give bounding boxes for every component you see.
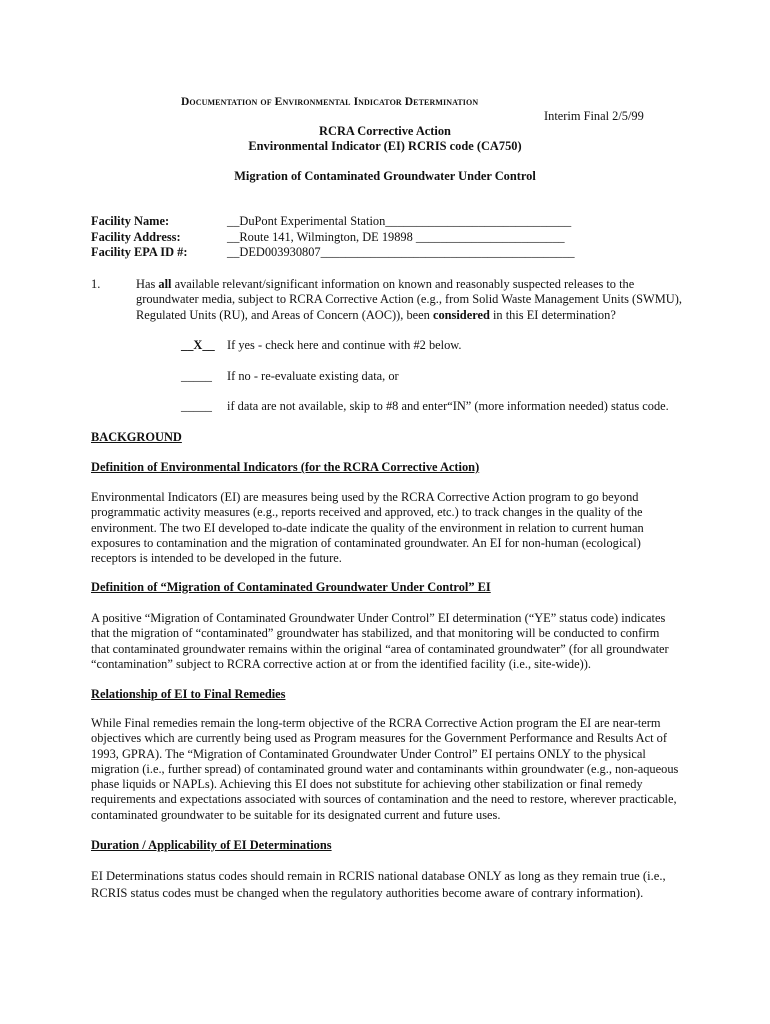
rcris-code-line: Environmental Indicator (EI) RCRIS code (CA750) — [248, 139, 522, 153]
facility-name-label: Facility Name: — [91, 214, 170, 228]
option-yes-mark: __X__ — [181, 338, 215, 352]
relationship-paragraph: While Final remedies remain the long-term objective of the RCRA Corrective Action program the EI are near-term objectives which are currently being used as Program measures for the Government Performance and Results Act of 1993, GPRA). The “Migration of Contaminated Groundwater Under Control” EI pertains ONLY to the physical migration (i.e., further spread) of contaminated ground water and contaminants within groundwater (e.g., non-aqueous phase liquids or NAPLs). Achieving this EI does not substitute for achieving other stabilization or final remedy requirements and expectations associated with sources of contamination and the need to restore, wherever practicable, contaminated groundwater to be suitable for its designated current and future uses. — [91, 716, 679, 822]
option-unavailable[interactable] — [181, 399, 669, 414]
program-title: RCRA Corrective Action — [319, 124, 451, 138]
subject-title: Migration of Contaminated Groundwater Under Control — [234, 169, 536, 183]
option-yes[interactable] — [181, 338, 462, 353]
document-title: Documentation of Environmental Indicator Determination — [181, 96, 479, 108]
facility-epa-label: Facility EPA ID #: — [91, 245, 188, 259]
option-unavailable-mark: _____ — [181, 399, 212, 413]
option-no-mark: _____ — [181, 369, 212, 383]
option-unavailable-text: if data are not available, skip to #8 and enter“IN” (more information needed) status code. — [227, 399, 669, 413]
relationship-heading: Relationship of EI to Final Remedies — [91, 687, 286, 701]
option-yes-text: If yes - check here and continue with #2 below. — [227, 338, 462, 352]
question-text: Has all available relevant/significant information on known and reasonably suspected releases to the groundwater media, subject to RCRA Corrective Action (e.g., from Solid Waste Management Units (SWMU), Regulated Units (RU), and Areas of Concern (AOC)), been considered in this EI determination? — [136, 277, 682, 322]
duration-heading: Duration / Applicability of EI Determinations — [91, 838, 332, 852]
facility-name-value: __DuPont Experimental Station______________________________ — [227, 214, 572, 228]
facility-epa-value: __DED003930807_________________________________________ — [227, 245, 575, 259]
interim-date: Interim Final 2/5/99 — [544, 109, 644, 123]
background-heading: BACKGROUND — [91, 430, 182, 444]
definition-migration-heading: Definition of “Migration of Contaminated Groundwater Under Control” EI — [91, 580, 491, 594]
option-no[interactable] — [181, 369, 399, 384]
duration-paragraph: EI Determinations status codes should remain in RCRIS national database ONLY as long as they remain true (i.e., RCRIS status codes must be changed when the regulatory authorities become aware of contrary information). — [91, 869, 666, 900]
facility-address-label: Facility Address: — [91, 230, 181, 244]
option-no-text: If no - re-evaluate existing data, or — [227, 369, 399, 383]
facility-address-value: __Route 141, Wilmington, DE 19898 ________________________ — [227, 230, 565, 244]
question-number: 1. — [91, 277, 101, 291]
definition-ei-paragraph: Environmental Indicators (EI) are measures being used by the RCRA Corrective Action program to go beyond programmatic activity measures (e.g., reports received and approved, etc.) to track changes in the quality of the environment. The two EI developed to-date indicate the quality of the environment in relation to current human exposures to contamination and the migration of contaminated groundwater. An EI for non-human (ecological) receptors is intended to be developed in the future. — [91, 490, 644, 566]
definition-ei-heading: Definition of Environmental Indicators (for the RCRA Corrective Action) — [91, 460, 480, 474]
definition-migration-paragraph: A positive “Migration of Contaminated Groundwater Under Control” EI determination (“YE” status code) indicates that the migration of “contaminated” groundwater has stabilized, and that monitoring will be conducted to confirm that contaminated groundwater remains within the original “area of contaminated groundwater” (for all groundwater “contamination” subject to RCRA corrective action at or from the identified facility (i.e., site-wide)). — [91, 611, 669, 671]
